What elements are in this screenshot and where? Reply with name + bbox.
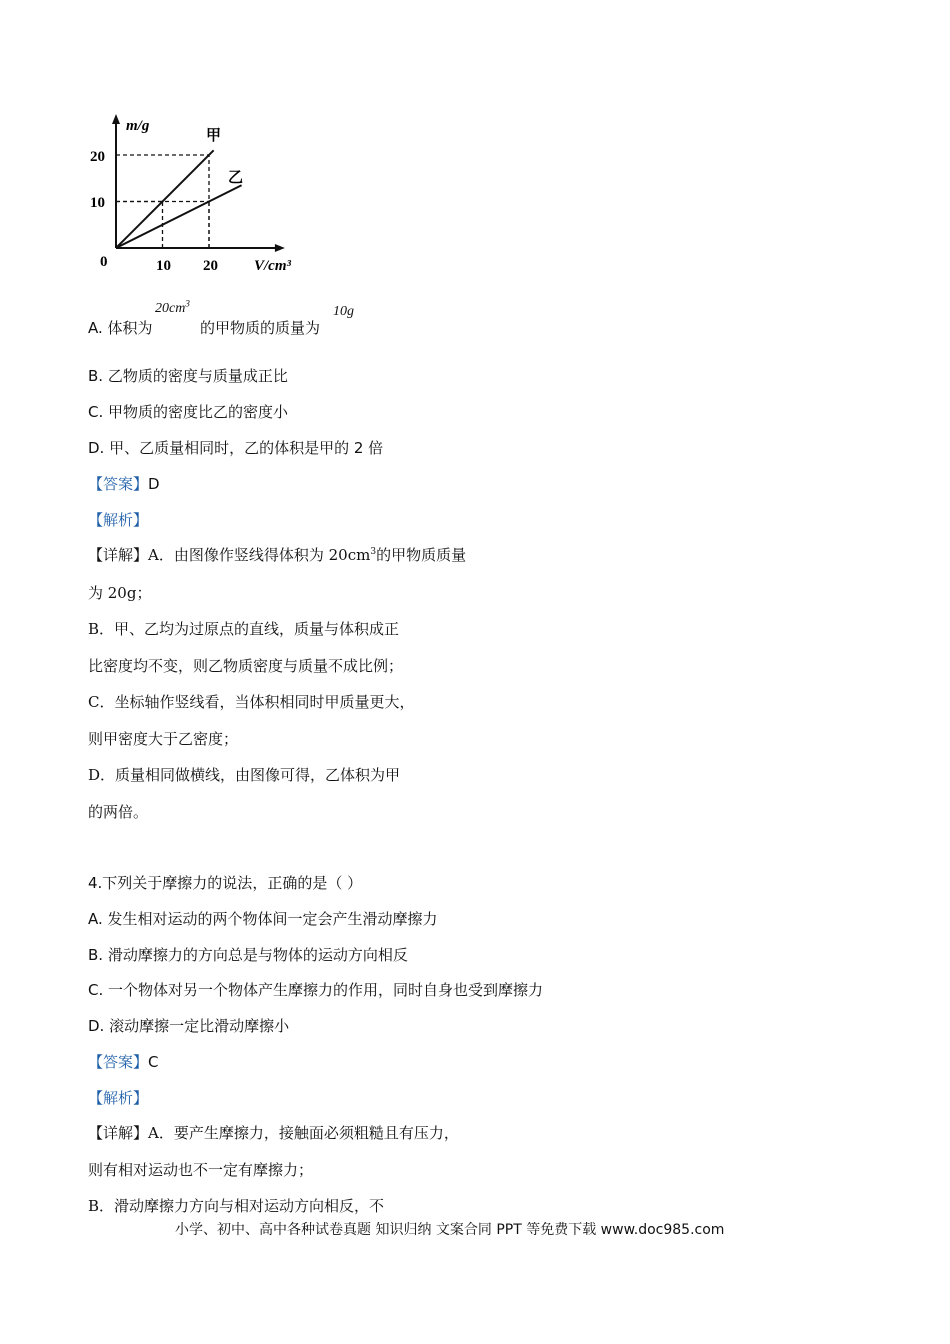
detail-d-line2: 的两倍。 [88,803,149,821]
series-label-yi: 乙 [228,168,244,186]
series-line-yi [116,185,242,248]
y-tick-label: 10 [90,195,105,211]
x-axis-label: V/cm³ [254,258,291,274]
detail-tag: 【详解】 [88,546,149,564]
q4-option-b: B. 滑动摩擦力的方向总是与物体的运动方向相反 [88,946,408,964]
option-a-mid: 的甲物质的质量为 [200,319,321,337]
y-axis-label: m/g [126,118,150,134]
x-tick-label: 20 [203,258,218,274]
answer-value: C [148,1053,159,1071]
option-a-mass: 10g [333,304,354,319]
q4-option-a: A. 发生相对运动的两个物体间一定会产生滑动摩擦力 [88,910,438,928]
origin-label: 0 [100,254,108,270]
option-a-prefix: A. 体积为 [88,319,153,337]
answer-value: D [148,475,160,493]
option-d: D. 甲、乙质量相同时，乙的体积是甲的 2 倍 [88,439,384,457]
x-tick-label: 10 [156,258,171,274]
option-b: B. 乙物质的密度与质量成正比 [88,367,288,385]
q4-analysis-tag: 【解析】 [88,1089,149,1107]
mass-volume-graph [84,108,314,280]
question-4-stem: 4.下列关于摩擦力的说法，正确的是（ ） [88,874,363,892]
q4-answer-line [88,1052,159,1072]
analysis-tag: 【解析】 [88,511,149,529]
q4-detail-b-line1: B．滑动摩擦力方向与相对运动方向相反，不 [88,1197,385,1215]
y-axis-arrow [112,114,120,124]
detail-c-line2: 则甲密度大于乙密度； [88,730,239,748]
series-label-jia: 甲 [206,126,222,144]
detail-a-line1: 【详解】A．由图像作竖线得体积为 $20cm^3$的甲物质质量 [88,546,467,564]
detail-d-line1: D．质量相同做横线，由图像可得，乙体积为甲 [88,766,401,784]
answer-tag: 【答案】 [88,475,149,493]
option-a [88,318,153,338]
detail-b-line1: B．甲、乙均为过原点的直线，质量与体积成正 [88,620,400,638]
detail-b-line2: 比密度均不变，则乙物质密度与质量不成比例； [88,657,404,675]
q4-option-c: C. 一个物体对另一个物体产生摩擦力的作用，同时自身也受到摩擦力 [88,981,544,999]
option-a-volume: $20cm^3$ [155,298,190,316]
q4-option-d: D. 滚动摩擦一定比滑动摩擦小 [88,1017,290,1035]
footer-banner: 小学、初中、高中各种试卷真题 知识归纳 文案合同 PPT 等免费下载 www.doc985.com [175,1222,725,1238]
detail-c-line1: C．坐标轴作竖线看，当体积相同时甲质量更大， [88,693,415,711]
y-tick-label: 20 [90,149,105,165]
detail-a-line2: 为 20g； [88,584,152,602]
q4-detail-a-line1: 【详解】A．要产生摩擦力，接触面必须粗糙且有压力， [88,1124,459,1142]
answer-tag: 【答案】 [88,1053,149,1071]
option-c: C. 甲物质的密度比乙的密度小 [88,403,289,421]
detail-tag: 【详解】 [88,1124,149,1142]
series-line-jia [116,150,214,248]
x-axis-arrow [275,244,285,252]
answer-line [88,474,160,494]
q4-detail-a-line2: 则有相对运动也不一定有摩擦力； [88,1161,314,1179]
